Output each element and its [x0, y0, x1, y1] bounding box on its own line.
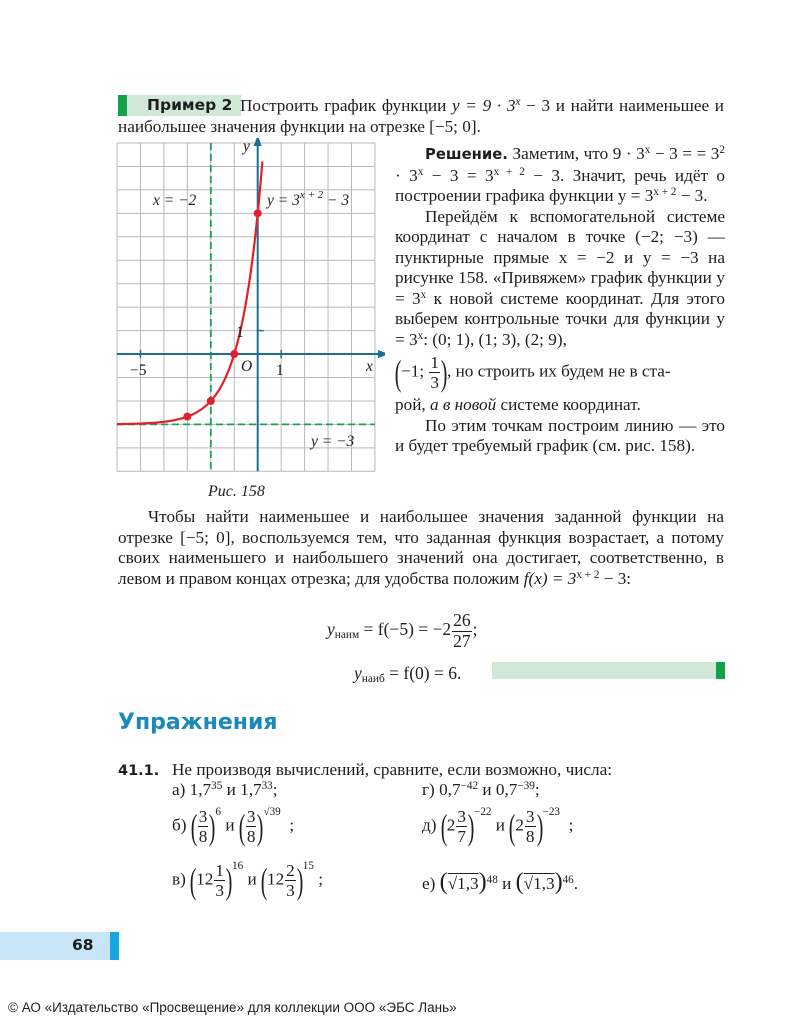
- solution-p2: Перейдём к вспомогательной системе координат с началом в точке (−2; −3) — пунктирные прямые x = −2 и y = −3 на рисунке 158. «Привяжем» график функции $y = 3^x$ к новой системе координат. Для этого выберем контрольные точки для функции $y = 3^x$: (0; 1), (1; 3), (2; 9),: [395, 206, 725, 349]
- exercise-item-e: е) $(√1,3)^{48}$ и $(√1,3)^{46}$.: [422, 869, 579, 895]
- exercise-number: 41.1.: [118, 763, 160, 779]
- axis-x-label: x: [366, 358, 373, 375]
- example-problem: Построить график функции $y = 9 \cdot 3^x - 3$ и найти наименьшее и наибольшее значения функции на отрезке [−5; 0].: [118, 95, 724, 136]
- tick-y1-label: 1: [236, 324, 244, 341]
- label-y-line: y = −3: [311, 433, 355, 450]
- section-title: Упражнения: [118, 710, 278, 735]
- exercise-item-a: а) $1,7^{35}$ и $1,7^{33}$;: [172, 779, 278, 799]
- page-number-bar: [0, 932, 119, 960]
- paragraph-extrema: Чтобы найти наименьшее и наибольшее значения заданной функции на отрезке [−5; 0], воспользуемся тем, что заданная функция возрастает, а потому своих наименьшего и наибольшего значений она достигает, соответственно, в левом и правом концах отрезка; для удобства положим $f(x) = 3^{x + 2} - 3$:: [118, 507, 724, 588]
- y-axis-arrow-icon: [254, 138, 262, 146]
- example-end-bar: [492, 662, 725, 679]
- tick-x1-label: 1: [276, 362, 284, 379]
- control-point: [183, 413, 191, 421]
- page-number: 68: [72, 936, 94, 954]
- x-axis-arrow-icon: [378, 350, 385, 358]
- exercise-item-v: в) (12 $\frac{1}{3}$ )$^{16}$ и (12 $\frac{2}{3}$ )$^{15}$ ;: [172, 860, 324, 901]
- max-value-formula: $y_{наиб} = f(0) = 6$.: [354, 663, 462, 685]
- tick-xm5-label: −5: [130, 362, 147, 379]
- function-graph: [110, 138, 385, 483]
- graph-labels: [130, 138, 373, 450]
- solution-text: [395, 144, 725, 457]
- solution-p2-end: рой, а в новой системе координат.: [395, 395, 641, 415]
- copyright-notice: © АО «Издательство «Просвещение» для коллекции ООО «ЭБС Лань»: [8, 1000, 457, 1015]
- exercise-item-b: б) ( $\frac{3}{8}$ )$^6$ и ( $\frac{3}{8}$ )$^{√39}$ ;: [172, 806, 295, 847]
- figure-caption: Рис. 158: [208, 483, 265, 500]
- label-curve: $y = 3^{x + 2} - 3$: [267, 189, 350, 209]
- example-tag: Пример 2: [118, 95, 241, 116]
- solution-p1: Решение. Заметим, что $9 \cdot 3^x - 3$ = = $3^2 \cdot 3^x - 3 = 3^{x + 2} - 3$. Значит, речь идёт о построении графика функции $y = 3^{x + 2} - 3$.: [395, 143, 725, 205]
- origin-label: O: [241, 358, 253, 375]
- label-x-line: x = −2: [153, 192, 197, 209]
- exercise-item-d: д) (2 $\frac{3}{7}$ )$^{-22}$ и (2 $\frac{3}{8}$ )$^{-23}$ ;: [422, 806, 574, 847]
- axes: [117, 138, 385, 471]
- exercise-item-g: г) $0,7^{-42}$ и $0,7^{-39}$;: [422, 779, 540, 799]
- solution-p2-cont: (−1; $\frac{1}{3}$ ), но строить их будем не в ста-: [394, 352, 671, 393]
- axis-y-label: y: [243, 138, 250, 155]
- control-point: [254, 209, 262, 217]
- min-value-formula: $y_{наим} = f(-5) = -2$ $\frac{26}{27}$ ;: [327, 610, 478, 651]
- control-point: [230, 350, 238, 358]
- exercise-prompt: Не производя вычислений, сравните, если возможно, числа:: [172, 760, 613, 779]
- control-point: [207, 397, 215, 405]
- solution-p3: По этим точкам построим линию — это и будет требуемый график (см. рис. 158).: [395, 415, 725, 456]
